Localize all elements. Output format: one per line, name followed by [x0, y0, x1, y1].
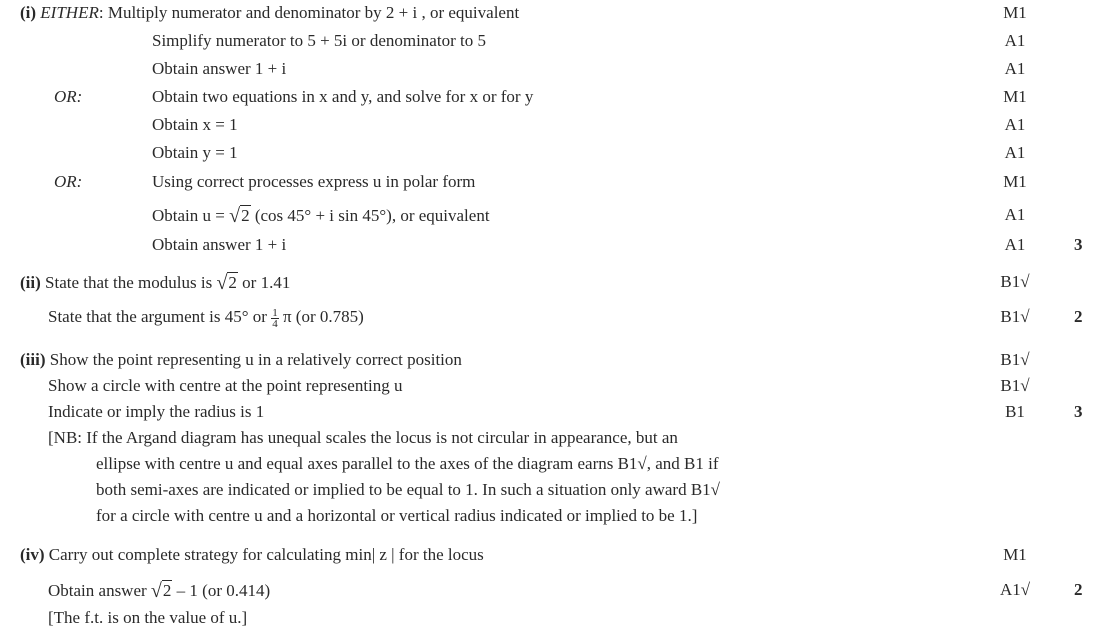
note-line-2: ellipse with centre u and equal axes parallel to the axes of the diagram earns B1√, and B1 if — [96, 454, 719, 473]
fraction-numerator: 1 — [272, 306, 278, 319]
or-label-2: OR: — [54, 172, 83, 191]
or-label-1: OR: — [54, 87, 83, 106]
mark: A1 — [1004, 205, 1026, 224]
mark: A1 — [1004, 59, 1026, 78]
mark: B1√ — [1000, 376, 1030, 395]
part-iv-step-1: Carry out complete strategy for calculating min| z | for the locus — [48, 545, 484, 564]
sqrt-symbol: √2 — [150, 580, 172, 602]
part-iii-step-2: Show a circle with centre at the point representing u — [48, 376, 403, 395]
note-line-3: both semi-axes are indicated or implied to be equal to 1. In such a situation only award B1√ — [96, 480, 721, 499]
part-ii-line-1-prefix: State that the modulus is — [45, 273, 213, 292]
mark: A1 — [1004, 115, 1026, 134]
or2-step-3: Obtain answer 1 + i — [152, 235, 287, 254]
part-iv-total: 2 — [1074, 580, 1083, 599]
mark: A1 — [1004, 31, 1026, 50]
mark: A1 — [1004, 235, 1026, 254]
or2-step-2-prefix: Obtain u = — [152, 206, 230, 225]
mark: M1 — [1003, 545, 1027, 564]
part-iii-total: 3 — [1074, 402, 1083, 421]
part-iii-step-1: Show the point representing u in a relatively correct position — [49, 350, 462, 369]
part-iii-label: (iii) — [20, 350, 46, 369]
mark: A1√ — [999, 580, 1031, 599]
part-i-label: (i) — [20, 3, 37, 22]
part-ii-line-1-suffix: or 1.41 — [242, 273, 291, 292]
part-ii-line-2-suffix: π (or 0.785) — [282, 307, 364, 326]
mark: M1 — [1003, 172, 1027, 191]
part-i-step-1: Multiply numerator and denominator by 2 + i , or equivalent — [107, 3, 520, 22]
part-i-step-3: Obtain answer 1 + i — [152, 59, 287, 78]
part-i-line-1: (i) EITHER: Multiply numerator and denominator by 2 + i , or equivalent — [20, 3, 520, 22]
sqrt-radicand: 2 — [241, 206, 250, 225]
part-iv-line-2 — [48, 580, 270, 601]
part-ii-line-2-prefix: State that the argument is 45° or — [48, 307, 267, 326]
part-iv-line-1 — [20, 545, 484, 565]
mark: M1 — [1003, 87, 1027, 106]
sqrt-symbol: √2 — [216, 272, 237, 294]
or2-step-2-text: (cos 45° + i sin 45°), or equivalent — [254, 206, 490, 225]
part-i-total: 3 — [1074, 235, 1083, 254]
sqrt-symbol: √2 — [229, 205, 250, 227]
mark: B1√ — [1000, 307, 1030, 326]
part-ii-label: (ii) — [20, 273, 41, 292]
part-iii-line-1 — [20, 350, 462, 370]
sqrt-radicand: 2 — [228, 273, 237, 292]
mark: B1 — [1005, 402, 1025, 421]
either-label: EITHER — [40, 3, 99, 22]
part-ii-line-2 — [48, 307, 364, 329]
mark: A1 — [1004, 143, 1026, 162]
mark: B1√ — [1000, 272, 1030, 291]
part-iii-step-3: Indicate or imply the radius is 1 — [48, 402, 265, 421]
sqrt-radicand: 2 — [162, 581, 172, 600]
or1-step-2: Obtain x = 1 — [152, 115, 238, 134]
fraction-denominator: 4 — [272, 317, 278, 330]
part-iv-line-2-prefix: Obtain answer — [48, 581, 147, 600]
or1-step-1: Obtain two equations in x and y, and solve for x or for y — [152, 87, 534, 106]
part-iv-step-3: [The f.t. is on the value of u.] — [48, 608, 248, 627]
part-iv-label: (iv) — [20, 545, 45, 564]
or1-step-3: Obtain y = 1 — [152, 143, 238, 162]
mark: B1√ — [1000, 350, 1030, 369]
mark: M1 — [1003, 3, 1027, 22]
fraction-one-quarter — [271, 308, 279, 329]
note-line-4: for a circle with centre u and a horizontal or vertical radius indicated or implied to be 1.] — [96, 506, 698, 525]
part-ii-total: 2 — [1074, 307, 1083, 326]
part-i-step-2: Simplify numerator to 5 + 5i or denominator to 5 — [152, 31, 486, 50]
or2-step-2 — [152, 205, 490, 226]
part-ii-line-1 — [20, 272, 290, 293]
part-iv-line-2-suffix: – 1 (or 0.414) — [176, 581, 271, 600]
or2-step-1: Using correct processes express u in polar form — [152, 172, 476, 191]
note-line-1: [NB: If the Argand diagram has unequal scales the locus is not circular in appearance, but an — [48, 428, 678, 447]
